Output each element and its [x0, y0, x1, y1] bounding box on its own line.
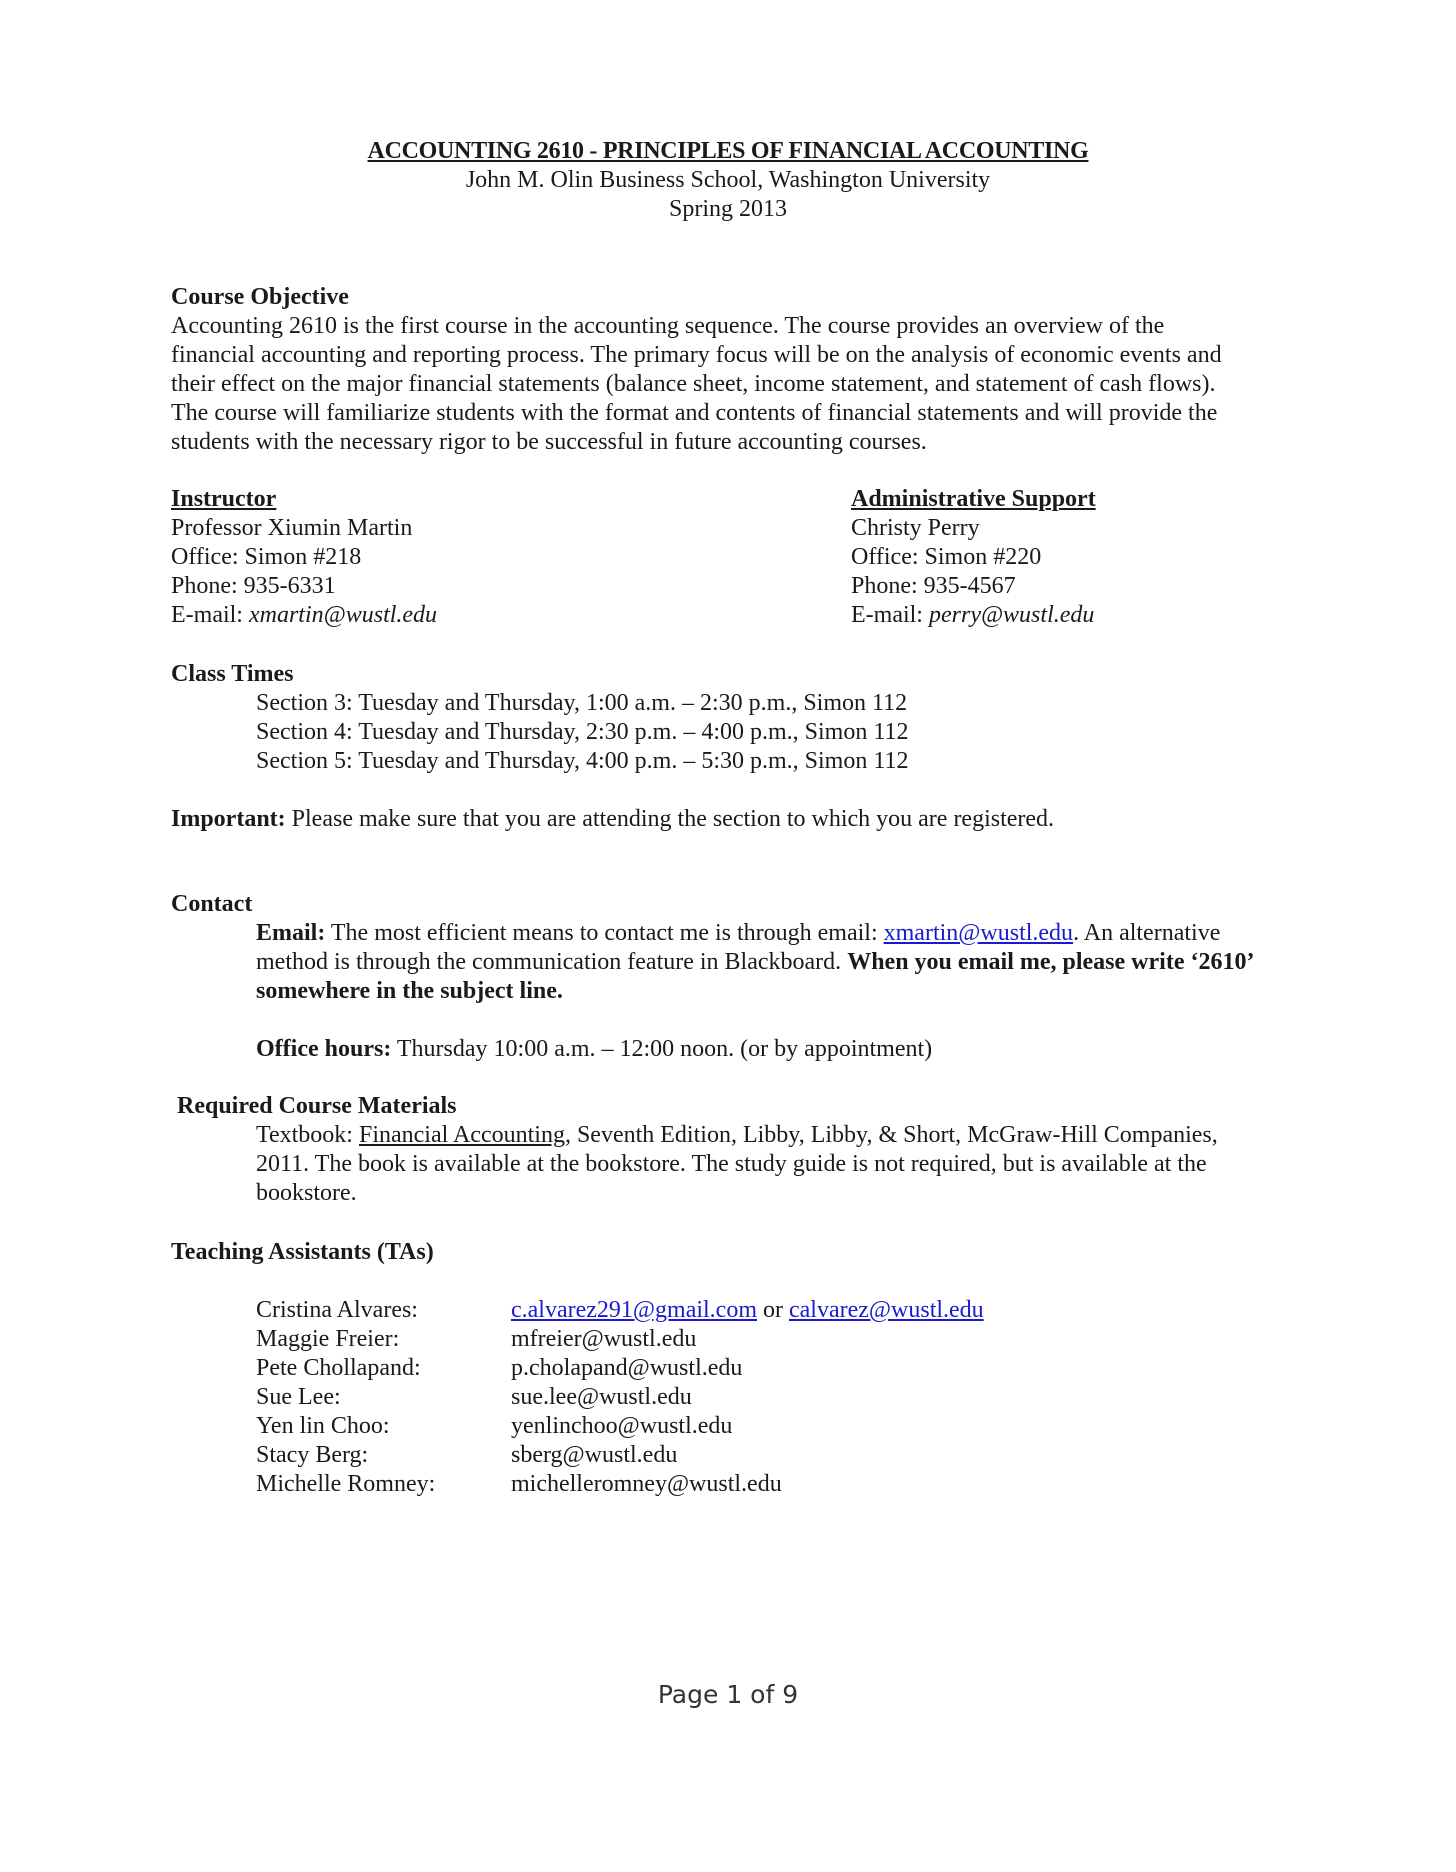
required-materials-section — [171, 1092, 1321, 1208]
ta-row — [171, 1325, 1321, 1354]
ta-email-link[interactable]: c.alvarez291@gmail.com — [511, 1297, 757, 1323]
ta-email: yenlinchoo@wustl.edu — [511, 1413, 733, 1439]
ta-name: Stacy Berg: — [256, 1442, 369, 1468]
instructor-email-row — [171, 601, 851, 630]
ta-name: Maggie Freier: — [256, 1326, 400, 1352]
materials-line: 2011. The book is available at the bookstore. The study guide is not required, but is available at the — [256, 1151, 1207, 1177]
class-section: Section 4: Tuesday and Thursday, 2:30 p.m. – 4:00 p.m., Simon 112 — [256, 719, 909, 745]
contact-email-text: The most efficient means to contact me is through email: — [325, 920, 884, 946]
ta-email: mfreier@wustl.edu — [511, 1326, 697, 1352]
ta-name: Cristina Alvares: — [256, 1297, 418, 1323]
instructor-office: Office: Simon #218 — [171, 544, 362, 570]
document-header — [0, 137, 1456, 224]
contact-email-text: method is through the communication feature in Blackboard. — [256, 949, 848, 975]
office-hours-text: Thursday 10:00 a.m. – 12:00 noon. (or by appointment) — [391, 1036, 933, 1062]
course-objective-section — [171, 283, 1321, 457]
school-name: John M. Olin Business School, Washington University — [465, 167, 991, 193]
important-label: Important: — [171, 806, 286, 832]
admin-email: perry@wustl.edu — [928, 602, 1095, 628]
ta-email: sue.lee@wustl.edu — [511, 1384, 692, 1410]
admin-email-row — [851, 601, 1321, 630]
teaching-assistants-section — [171, 1238, 1321, 1499]
ta-row — [171, 1354, 1321, 1383]
office-hours — [171, 1035, 1321, 1064]
ta-name: Michelle Romney: — [256, 1471, 436, 1497]
office-hours-label: Office hours: — [256, 1036, 392, 1062]
instructor-block — [171, 485, 851, 630]
textbook-line — [171, 1121, 1321, 1150]
ta-email: sberg@wustl.edu — [511, 1442, 678, 1468]
term: Spring 2013 — [668, 196, 787, 222]
class-section: Section 5: Tuesday and Thursday, 4:00 p.m. – 5:30 p.m., Simon 112 — [256, 748, 909, 774]
contact-section — [171, 890, 1321, 1064]
subject-line-note: When you email me, please write ‘2610’ — [847, 949, 1255, 975]
ta-email-separator: or — [757, 1297, 789, 1323]
admin-support-heading: Administrative Support — [851, 486, 1096, 512]
objective-line: financial accounting and reporting process. The primary focus will be on the analysis of economic events and — [171, 342, 1222, 368]
ta-row — [171, 1441, 1321, 1470]
contacts-section — [171, 485, 1321, 630]
ta-name: Yen lin Choo: — [256, 1413, 390, 1439]
required-materials-heading: Required Course Materials — [177, 1093, 457, 1119]
email-label: E-mail: — [171, 602, 249, 628]
instructor-email: xmartin@wustl.edu — [248, 602, 438, 628]
materials-line: bookstore. — [256, 1180, 357, 1206]
ta-name: Sue Lee: — [256, 1384, 341, 1410]
important-note — [171, 805, 1321, 834]
ta-email-link[interactable]: calvarez@wustl.edu — [789, 1297, 984, 1323]
ta-name: Pete Chollapand: — [256, 1355, 421, 1381]
ta-email-group — [511, 1296, 984, 1325]
admin-support-block — [851, 485, 1321, 630]
ta-row — [171, 1470, 1321, 1499]
course-objective-heading: Course Objective — [171, 284, 349, 310]
contact-email-paragraph — [171, 919, 1321, 1006]
objective-line: Accounting 2610 is the first course in the accounting sequence. The course provides an overview of the — [171, 313, 1165, 339]
course-title: ACCOUNTING 2610 - PRINCIPLES OF FINANCIAL ACCOUNTING — [367, 138, 1089, 164]
class-section: Section 3: Tuesday and Thursday, 1:00 a.m. – 2:30 p.m., Simon 112 — [256, 690, 908, 716]
admin-phone: Phone: 935-4567 — [851, 573, 1016, 599]
ta-row — [171, 1383, 1321, 1412]
objective-line: The course will familiarize students with the format and contents of financial statements and will provide the — [171, 400, 1218, 426]
contact-heading: Contact — [171, 891, 253, 917]
important-text: Please make sure that you are attending the section to which you are registered. — [285, 806, 1055, 832]
textbook-details: , Seventh Edition, Libby, Libby, & Short, McGraw-Hill Companies, — [564, 1122, 1218, 1148]
instructor-name: Professor Xiumin Martin — [171, 515, 413, 541]
objective-line: their effect on the major financial statements (balance sheet, income statement, and statement of cash flows). — [171, 371, 1216, 397]
objective-line: students with the necessary rigor to be successful in future accounting courses. — [171, 429, 927, 455]
textbook-title: Financial Accounting — [358, 1122, 565, 1148]
class-times-section — [171, 660, 1321, 776]
email-label: Email: — [256, 920, 326, 946]
textbook-label: Textbook: — [256, 1122, 359, 1148]
instructor-heading: Instructor — [171, 486, 277, 512]
page-number: Page 1 of 9 — [657, 1680, 799, 1709]
ta-email: p.cholapand@wustl.edu — [511, 1355, 743, 1381]
contact-email-text: . An alternative — [1073, 920, 1221, 946]
teaching-assistants-heading: Teaching Assistants (TAs) — [171, 1239, 434, 1265]
class-times-heading: Class Times — [171, 661, 294, 687]
admin-office: Office: Simon #220 — [851, 544, 1042, 570]
subject-line-note: somewhere in the subject line. — [256, 978, 563, 1004]
ta-row — [171, 1296, 1321, 1325]
email-label: E-mail: — [851, 602, 929, 628]
ta-row — [171, 1412, 1321, 1441]
ta-email: michelleromney@wustl.edu — [511, 1471, 782, 1497]
instructor-phone: Phone: 935-6331 — [171, 573, 336, 599]
admin-name: Christy Perry — [851, 515, 980, 541]
instructor-email-link[interactable]: xmartin@wustl.edu — [883, 920, 1074, 946]
